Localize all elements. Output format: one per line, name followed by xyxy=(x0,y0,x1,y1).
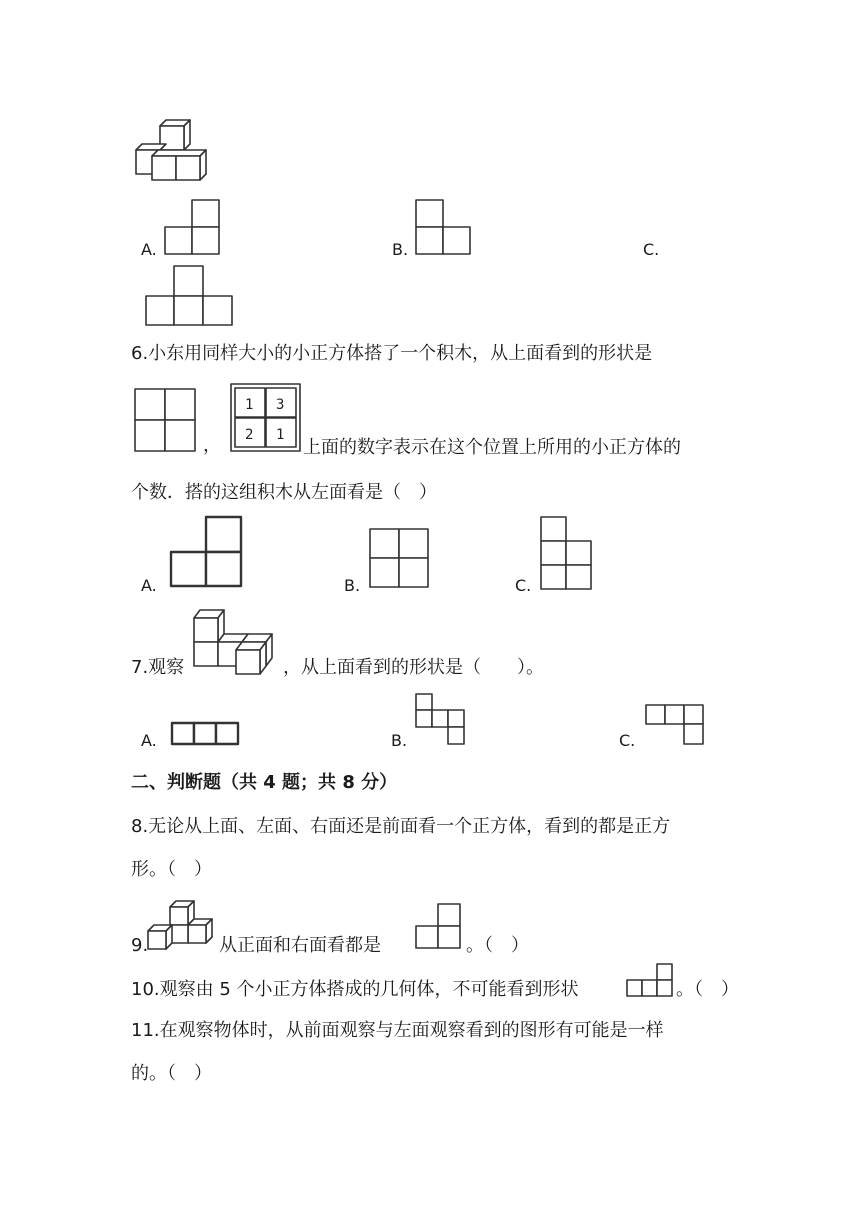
q7-prefix: 7.观察 xyxy=(131,657,185,678)
q9-middle-text: 从正面和右面看都是 xyxy=(219,935,381,956)
q10-text: 10.观察由 5 个小正方体搭成的几何体，不可能看到形状 xyxy=(131,979,579,1000)
q6-text-line3: 个数．搭的这组积木从左面看是（ ） xyxy=(131,482,437,503)
q9-cube-figure xyxy=(146,899,216,949)
q5-option-a-label[interactable]: A. xyxy=(141,240,157,259)
q6-option-c-figure[interactable] xyxy=(540,516,594,592)
section-2-title: 二、判断题（共 4 题；共 8 分） xyxy=(131,772,398,793)
q5-option-b-label[interactable]: B. xyxy=(392,240,409,259)
q9-prefix: 9. xyxy=(131,935,149,956)
q5-option-b-figure[interactable] xyxy=(415,199,473,255)
q6-grid-number: 1 xyxy=(276,427,285,443)
q5-cube-figure xyxy=(130,116,210,182)
q5-option-a-figure[interactable] xyxy=(164,199,222,255)
q6-option-b-label[interactable]: B. xyxy=(344,576,361,595)
q10-shape-figure xyxy=(626,963,676,999)
q6-comma: ， xyxy=(203,435,221,456)
q6-text-line2: 上面的数字表示在这个位置上所用的小正方体的 xyxy=(303,437,681,458)
q6-option-a-figure[interactable] xyxy=(169,515,245,589)
q7-suffix: ，从上面看到的形状是（ ）。 xyxy=(283,657,544,678)
q7-option-a-label[interactable]: A. xyxy=(141,731,157,750)
q7-option-b-label[interactable]: B. xyxy=(391,731,408,750)
q9-view-figure xyxy=(414,903,464,949)
q7-option-a-figure[interactable] xyxy=(170,721,240,747)
q6-grid-number: 2 xyxy=(245,427,254,443)
q5-option-c-label[interactable]: C. xyxy=(643,240,660,259)
q7-option-c-label[interactable]: C. xyxy=(619,731,636,750)
q10-suffix: 。（ ） xyxy=(676,979,739,1000)
q5-option-c-figure[interactable] xyxy=(145,265,235,327)
q9-suffix: 。（ ） xyxy=(466,935,529,956)
q6-option-a-label[interactable]: A. xyxy=(141,576,157,595)
q6-option-b-figure[interactable] xyxy=(369,528,431,590)
q8-text-line1: 8.无论从上面、左面、右面还是前面看一个正方体，看到的都是正方 xyxy=(131,816,671,837)
q11-text-line1: 11.在观察物体时，从前面观察与左面观察看到的图形有可能是一样 xyxy=(131,1020,664,1041)
q7-option-c-figure[interactable] xyxy=(645,704,705,747)
q6-top-view-grid xyxy=(134,388,198,454)
q6-grid-number: 3 xyxy=(276,397,285,413)
q7-cube-figure xyxy=(192,606,278,678)
q6-text-line1: 6.小东用同样大小的小正方体搭了一个积木，从上面看到的形状是 xyxy=(131,343,653,364)
q11-text-line2: 的。（ ） xyxy=(131,1063,212,1084)
q7-option-b-figure[interactable] xyxy=(415,693,467,747)
q6-numbered-grid xyxy=(230,383,302,453)
q6-grid-number: 1 xyxy=(245,397,254,413)
q8-text-line2: 形。（ ） xyxy=(131,859,212,880)
q6-option-c-label[interactable]: C. xyxy=(515,576,532,595)
